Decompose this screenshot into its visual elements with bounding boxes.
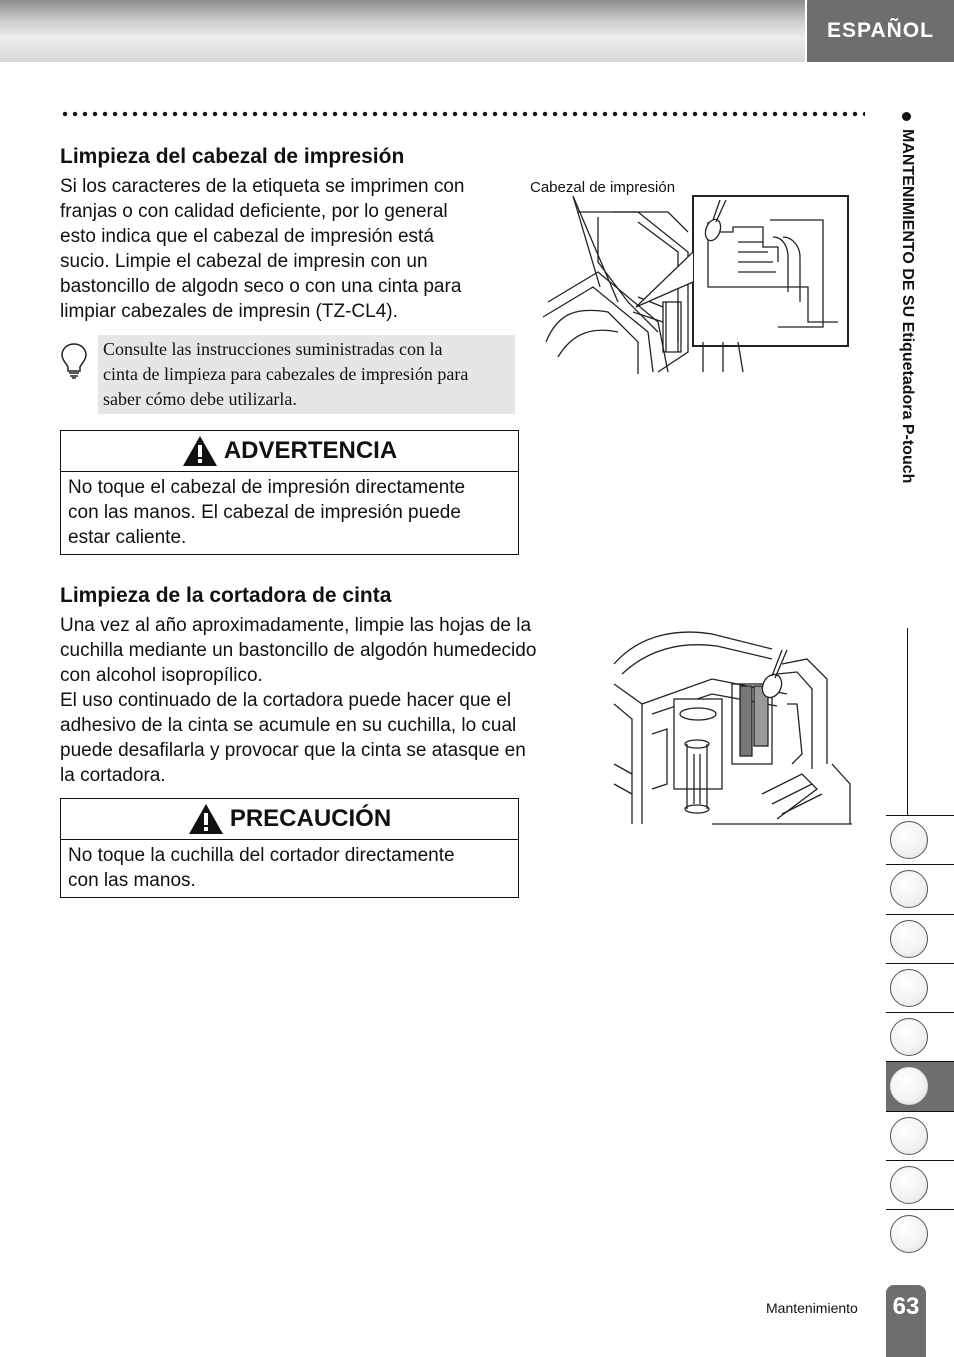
chapter-tab[interactable]	[886, 963, 954, 1013]
chapter-tab[interactable]	[886, 864, 954, 914]
note-box	[98, 335, 515, 414]
paragraph-line: Si los caracteres de la etiqueta se imprimen con	[60, 176, 465, 197]
warning-title: ADVERTENCIA	[223, 437, 398, 464]
section-divider	[60, 111, 865, 117]
warning-box	[60, 430, 519, 555]
paragraph-line: Una vez al año aproximadamente, limpie las hojas de la	[60, 615, 532, 636]
chapter-circle-icon	[890, 1117, 928, 1155]
caution-box	[60, 798, 519, 898]
chapter-circle-icon	[890, 1215, 928, 1253]
chapter-side-title	[894, 112, 918, 612]
paragraph-line: cuchilla mediante un bastoncillo de algodón humedecido	[60, 640, 537, 661]
footer-section-label: Mantenimiento	[766, 1300, 858, 1316]
side-divider-line	[907, 628, 908, 816]
chapter-title-text: MANTENIMIENTO DE SU Etiquetadora P-touch	[899, 129, 916, 484]
warning-triangle-icon	[188, 803, 224, 835]
paragraph-line: sucio. Limpie el cabezal de impresin con un	[60, 251, 428, 272]
caution-title: PRECAUCIÓN	[229, 805, 392, 832]
chapter-circle-icon	[890, 1067, 928, 1105]
chapter-tab[interactable]	[886, 1111, 954, 1161]
caution-line: No toque la cuchilla del cortador directamente	[68, 845, 455, 866]
chapter-circle-icon	[890, 1166, 928, 1204]
chapter-circle-icon	[890, 969, 928, 1007]
language-tab: ESPAÑOL	[807, 0, 954, 62]
warning-line: estar caliente.	[68, 527, 187, 548]
chapter-tab[interactable]	[886, 1209, 954, 1259]
section-title-print-head: Limpieza del cabezal de impresión	[60, 145, 405, 168]
chapter-tab[interactable]	[886, 1061, 954, 1111]
paragraph-line: limpiar cabezales de impresin (TZ-CL4).	[60, 301, 398, 322]
chapter-tab[interactable]	[886, 815, 954, 865]
header-banner	[0, 0, 805, 62]
lightbulb-icon	[60, 342, 88, 380]
figure-caption-print-head: Cabezal de impresión	[530, 179, 676, 196]
print-head-paragraph	[60, 174, 520, 324]
note-line: cinta de limpieza para cabezales de impresión para	[103, 364, 469, 384]
print-head-illustration	[538, 192, 850, 377]
paragraph-line: adhesivo de la cinta se acumule en su cuchilla, lo cual	[60, 715, 517, 736]
paragraph-line: puede desafilarla y provocar que la cinta se atasque en	[60, 740, 526, 761]
chapter-tab[interactable]	[886, 1012, 954, 1062]
caution-line: con las manos.	[68, 870, 196, 891]
chapter-circle-icon	[890, 1018, 928, 1056]
section-title-cutter: Limpieza de la cortadora de cinta	[60, 584, 392, 607]
cutter-paragraph	[60, 613, 600, 788]
chapter-circle-icon	[890, 870, 928, 908]
chapter-tab[interactable]	[886, 1160, 954, 1210]
warning-triangle-icon	[182, 435, 218, 467]
cutter-illustration	[612, 624, 852, 830]
page-number: 63	[886, 1285, 926, 1357]
note-line: Consulte las instrucciones suministradas con la	[103, 339, 443, 359]
bullet-icon	[903, 112, 912, 121]
note-line: saber cómo debe utilizarla.	[103, 389, 297, 409]
paragraph-line: franjas o con calidad deficiente, por lo general	[60, 201, 448, 222]
paragraph-line: la cortadora.	[60, 765, 166, 786]
paragraph-line: El uso continuado de la cortadora puede hacer que el	[60, 690, 512, 711]
chapter-circle-icon	[890, 920, 928, 958]
paragraph-line: con alcohol isopropílico.	[60, 665, 263, 686]
paragraph-line: bastoncillo de algodn seco o con una cinta para	[60, 276, 462, 297]
paragraph-line: esto indica que el cabezal de impresión está	[60, 226, 434, 247]
warning-line: con las manos. El cabezal de impresión puede	[68, 502, 461, 523]
warning-line: No toque el cabezal de impresión directamente	[68, 477, 466, 498]
chapter-tab[interactable]	[886, 914, 954, 964]
chapter-circle-icon	[890, 821, 928, 859]
